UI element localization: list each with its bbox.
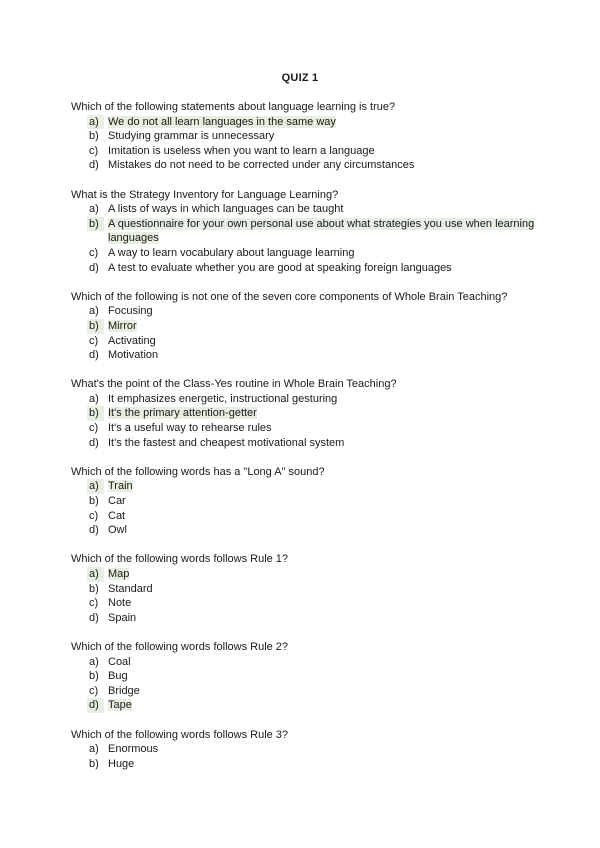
option-text: Huge — [108, 757, 135, 770]
option-text: Motivation — [108, 349, 159, 362]
option-text: Focusing — [108, 305, 153, 318]
answer-options — [71, 202, 541, 275]
answer-option — [71, 202, 541, 217]
option-letter: b) — [87, 319, 104, 334]
answer-option-correct — [71, 479, 541, 494]
quiz-title: QUIZ 1 — [281, 72, 319, 84]
option-text: Imitation is useless when you want to learn a language — [108, 144, 375, 157]
answer-option — [71, 261, 541, 276]
option-letter: b) — [89, 582, 99, 595]
answer-option — [71, 742, 541, 757]
option-letter: b) — [89, 495, 99, 508]
option-text: Enormous — [108, 743, 159, 756]
question-1 — [71, 100, 541, 173]
answer-option — [71, 334, 541, 349]
answer-option-correct — [71, 217, 541, 246]
option-text: Mistakes do not need to be corrected under any circumstances — [108, 159, 415, 172]
option-letter: c) — [89, 684, 99, 697]
answer-options — [71, 304, 541, 362]
answer-option — [71, 684, 541, 699]
question-text: Which of the following is not one of the seven core components of Whole Brain Teaching? — [71, 290, 508, 303]
answer-option-correct — [71, 406, 541, 421]
option-text: A questionnaire for your own personal use about what strategies you use when learning languages — [108, 217, 535, 245]
option-letter: d) — [87, 698, 104, 713]
question-5 — [71, 465, 541, 538]
answer-option — [71, 611, 541, 626]
option-text: It's the fastest and cheapest motivational system — [108, 436, 345, 449]
option-text: Bug — [108, 670, 128, 683]
question-text: Which of the following words has a "Long A" sound? — [71, 465, 325, 478]
option-text: We do not all learn languages in the same way — [108, 115, 336, 128]
answer-option — [71, 392, 541, 407]
option-text: Tape — [108, 699, 132, 712]
answer-option — [71, 669, 541, 684]
option-letter: a) — [89, 392, 99, 405]
answer-option — [71, 582, 541, 597]
option-text: Studying grammar is unnecessary — [108, 130, 275, 143]
option-letter: d) — [89, 261, 99, 274]
answer-option — [71, 246, 541, 261]
answer-option — [71, 509, 541, 524]
answer-option — [71, 304, 541, 319]
option-text: Train — [108, 480, 133, 493]
question-text: Which of the following statements about language learning is true? — [71, 101, 396, 113]
question-7 — [71, 640, 541, 713]
answer-option-correct — [71, 115, 541, 130]
answer-option — [71, 596, 541, 611]
option-text: A way to learn vocabulary about language learning — [108, 246, 355, 259]
answer-options — [71, 567, 541, 625]
option-text: Note — [108, 597, 132, 610]
option-letter: a) — [87, 567, 104, 582]
answer-option — [71, 129, 541, 144]
option-letter: c) — [89, 334, 99, 347]
answer-option — [71, 158, 541, 173]
answer-option — [71, 757, 541, 772]
question-2 — [71, 188, 541, 276]
option-letter: b) — [87, 406, 104, 421]
option-text: Bridge — [108, 684, 140, 697]
option-letter: c) — [89, 509, 99, 522]
option-text: Activating — [108, 334, 156, 347]
answer-option — [71, 523, 541, 538]
question-3 — [71, 290, 541, 363]
question-text: What is the Strategy Inventory for Language Learning? — [71, 188, 339, 201]
option-text: It's a useful way to rehearse rules — [108, 422, 272, 435]
answer-option — [71, 655, 541, 670]
option-letter: a) — [89, 203, 99, 216]
question-8 — [71, 728, 541, 772]
option-letter: a) — [87, 479, 104, 494]
option-letter: b) — [87, 217, 104, 232]
answer-option — [71, 436, 541, 451]
option-letter: d) — [89, 349, 99, 362]
option-letter: a) — [87, 115, 104, 130]
question-4 — [71, 377, 541, 450]
answer-option — [71, 348, 541, 363]
option-letter: b) — [89, 670, 99, 683]
answer-options — [71, 479, 541, 537]
option-text: Owl — [108, 524, 127, 537]
answer-options — [71, 655, 541, 713]
option-letter: b) — [89, 130, 99, 143]
option-text: It emphasizes energetic, instructional gesturing — [108, 392, 338, 405]
option-letter: a) — [89, 655, 99, 668]
option-letter: c) — [89, 422, 99, 435]
option-letter: c) — [89, 144, 99, 157]
option-text: Mirror — [108, 319, 137, 332]
question-text: Which of the following words follows Rule 3? — [71, 728, 289, 741]
option-text: Cat — [108, 509, 126, 522]
answer-option — [71, 144, 541, 159]
question-6 — [71, 552, 541, 625]
option-text: A lists of ways in which languages can be taught — [108, 203, 344, 216]
option-letter: c) — [89, 597, 99, 610]
answer-option — [71, 421, 541, 436]
answer-options — [71, 742, 541, 771]
option-text: Car — [108, 495, 126, 508]
option-letter: d) — [89, 611, 99, 624]
question-list — [71, 100, 541, 786]
option-letter: d) — [89, 159, 99, 172]
answer-options — [71, 392, 541, 450]
option-letter: a) — [89, 743, 99, 756]
option-letter: c) — [89, 246, 99, 259]
option-letter: d) — [89, 436, 99, 449]
question-text: Which of the following words follows Rule 2? — [71, 640, 289, 653]
option-text: It's the primary attention-getter — [108, 407, 257, 420]
answer-option-correct — [71, 698, 541, 713]
option-text: Map — [108, 568, 130, 580]
answer-option — [71, 494, 541, 509]
option-letter: d) — [89, 524, 99, 537]
question-text: What's the point of the Class-Yes routine in Whole Brain Teaching? — [71, 378, 397, 391]
answer-option-correct — [71, 567, 541, 582]
question-text: Which of the following words follows Rule 1? — [71, 553, 289, 566]
option-text: A test to evaluate whether you are good at speaking foreign languages — [108, 261, 452, 274]
answer-options — [71, 115, 541, 173]
option-text: Spain — [108, 611, 137, 624]
option-letter: b) — [89, 757, 99, 770]
answer-option-correct — [71, 319, 541, 334]
option-text: Coal — [108, 655, 131, 668]
option-text: Standard — [108, 582, 153, 595]
option-letter: a) — [89, 305, 99, 318]
